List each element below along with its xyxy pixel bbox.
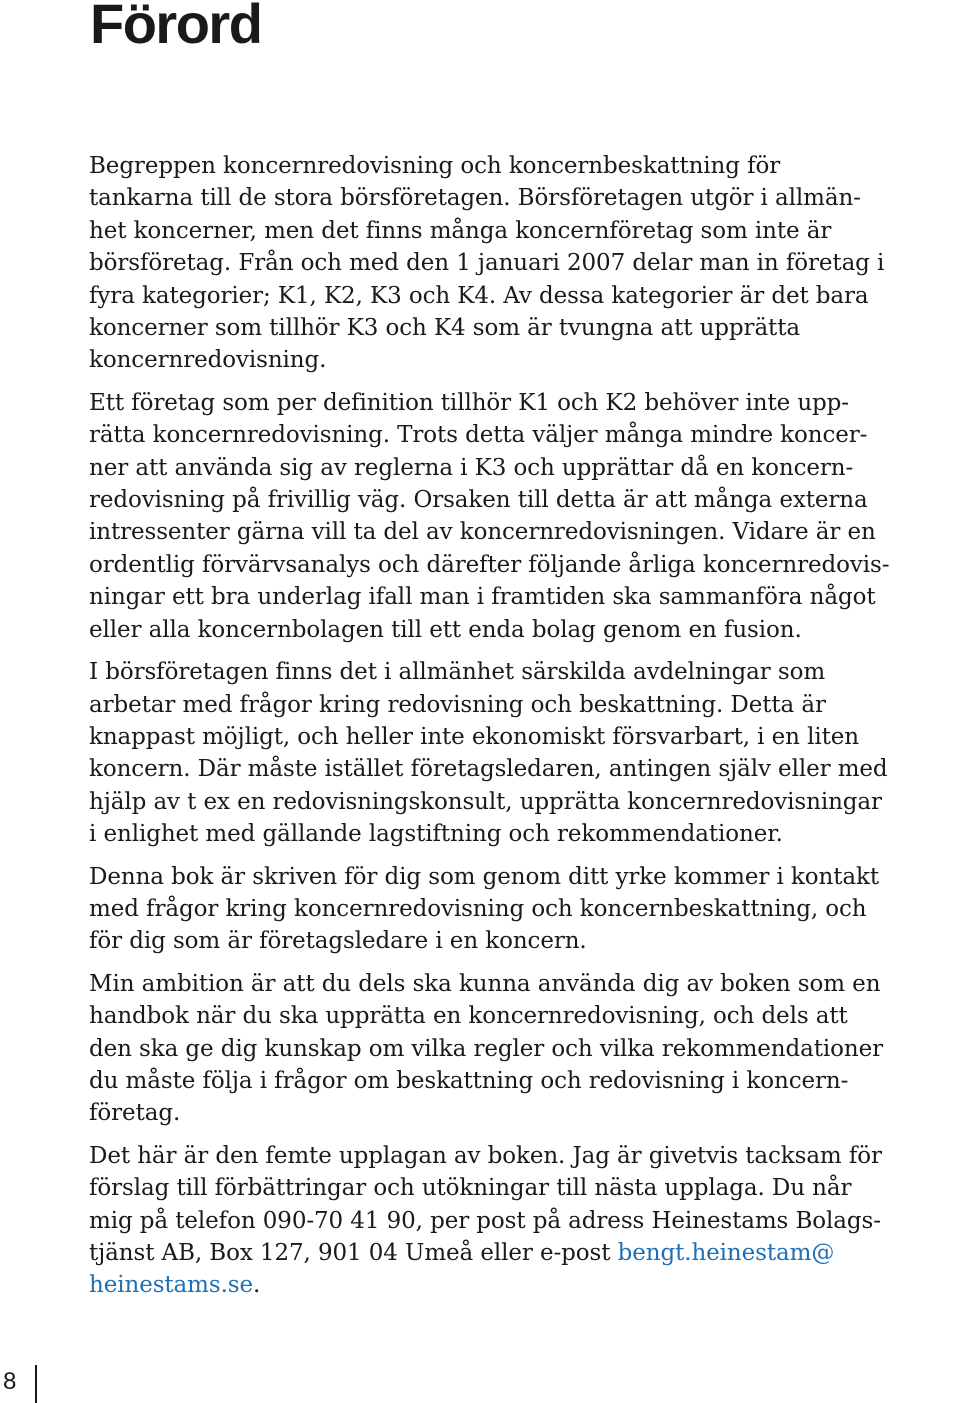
text-line: hjälp av t ex en redovisningskonsult, upprätta koncernredovisningar bbox=[89, 788, 882, 815]
text-line: ner att använda sig av reglerna i K3 och upprättar då en koncern- bbox=[89, 454, 854, 481]
page-number: 8 bbox=[3, 1368, 17, 1395]
page-number-divider bbox=[35, 1365, 37, 1403]
text-line: Denna bok är skriven för dig som genom ditt yrke kommer i kontakt bbox=[89, 863, 879, 890]
text-line: du måste följa i frågor om beskattning och redovisning i koncern- bbox=[89, 1067, 849, 1094]
text-line: I börsföretagen finns det i allmänhet särskilda avdelningar som bbox=[89, 659, 826, 686]
chapter-title: Förord bbox=[90, 0, 262, 55]
text-line: koncerner som tillhör K3 och K4 som är tvungna att upprätta bbox=[89, 315, 800, 342]
text-line: het koncerner, men det finns många koncernföretag som inte är bbox=[89, 217, 832, 244]
text-line: knappast möjligt, och heller inte ekonomiskt försvarbart, i en liten bbox=[89, 723, 859, 750]
text-line: Det här är den femte upplagan av boken. Jag är givetvis tacksam för bbox=[89, 1142, 882, 1169]
paragraph-3 bbox=[89, 656, 960, 850]
text-line: ningar ett bra underlag ifall man i framtiden ska sammanföra något bbox=[89, 584, 876, 611]
text-line: mig på telefon 090-70 41 90, per post på adress Heinestams Bolags- bbox=[89, 1207, 881, 1234]
text-line: Ett företag som per definition tillhör K1 och K2 behöver inte upp- bbox=[89, 389, 849, 416]
text-line bbox=[89, 1237, 960, 1269]
body-text bbox=[89, 150, 960, 1312]
text-line: rätta koncernredovisning. Trots detta väljer många mindre koncer- bbox=[89, 422, 868, 449]
text-line: den ska ge dig kunskap om vilka regler och vilka rekommendationer bbox=[89, 1035, 884, 1062]
text-segment: tjänst AB, Box 127, 901 04 Umeå eller e-post bbox=[89, 1240, 618, 1266]
paragraph-6 bbox=[89, 1140, 960, 1302]
text-line: Min ambition är att du dels ska kunna använda dig av boken som en bbox=[89, 970, 881, 997]
text-line: redovisning på frivillig väg. Orsaken till detta är att många externa bbox=[89, 487, 868, 514]
paragraph-2 bbox=[89, 387, 960, 646]
text-line: ordentlig förvärvsanalys och därefter följande årliga koncernredovis- bbox=[89, 551, 890, 578]
text-line: fyra kategorier; K1, K2, K3 och K4. Av dessa kategorier är det bara bbox=[89, 282, 869, 309]
text-line: företag. bbox=[89, 1100, 181, 1127]
text-line: arbetar med frågor kring redovisning och beskattning. Detta är bbox=[89, 691, 826, 718]
text-line bbox=[89, 1269, 960, 1301]
email-link-continued[interactable]: heinestams.se bbox=[89, 1272, 254, 1299]
text-line: förslag till förbättringar och utökningar till nästa upplaga. Du når bbox=[89, 1175, 852, 1202]
end-punctuation: . bbox=[253, 1272, 261, 1299]
text-line: intressenter gärna vill ta del av koncernredovisningen. Vidare är en bbox=[89, 519, 876, 546]
paragraph-4 bbox=[89, 861, 960, 958]
text-line: koncernredovisning. bbox=[89, 347, 327, 374]
text-line: eller alla koncernbolagen till ett enda bolag genom en fusion. bbox=[89, 616, 802, 643]
email-link[interactable]: bengt.heinestam@ bbox=[617, 1240, 835, 1266]
paragraph-5 bbox=[89, 968, 960, 1130]
text-line: handbok när du ska upprätta en koncernredovisning, och dels att bbox=[89, 1003, 848, 1030]
text-line: koncern. Där måste istället företagsledaren, antingen själv eller med bbox=[89, 756, 888, 783]
text-line: börsföretag. Från och med den 1 januari 2007 delar man in företag i bbox=[89, 250, 885, 277]
text-line: tankarna till de stora börsföretagen. Börsföretagen utgör i allmän- bbox=[89, 185, 861, 212]
text-line: i enlighet med gällande lagstiftning och rekommendationer. bbox=[89, 821, 783, 848]
text-line: med frågor kring koncernredovisning och koncernbeskattning, och bbox=[89, 895, 867, 922]
text-line: Begreppen koncernredovisning och koncernbeskattning för bbox=[89, 153, 781, 179]
paragraph-1 bbox=[89, 150, 960, 377]
text-line: för dig som är företagsledare i en koncern. bbox=[89, 928, 587, 955]
